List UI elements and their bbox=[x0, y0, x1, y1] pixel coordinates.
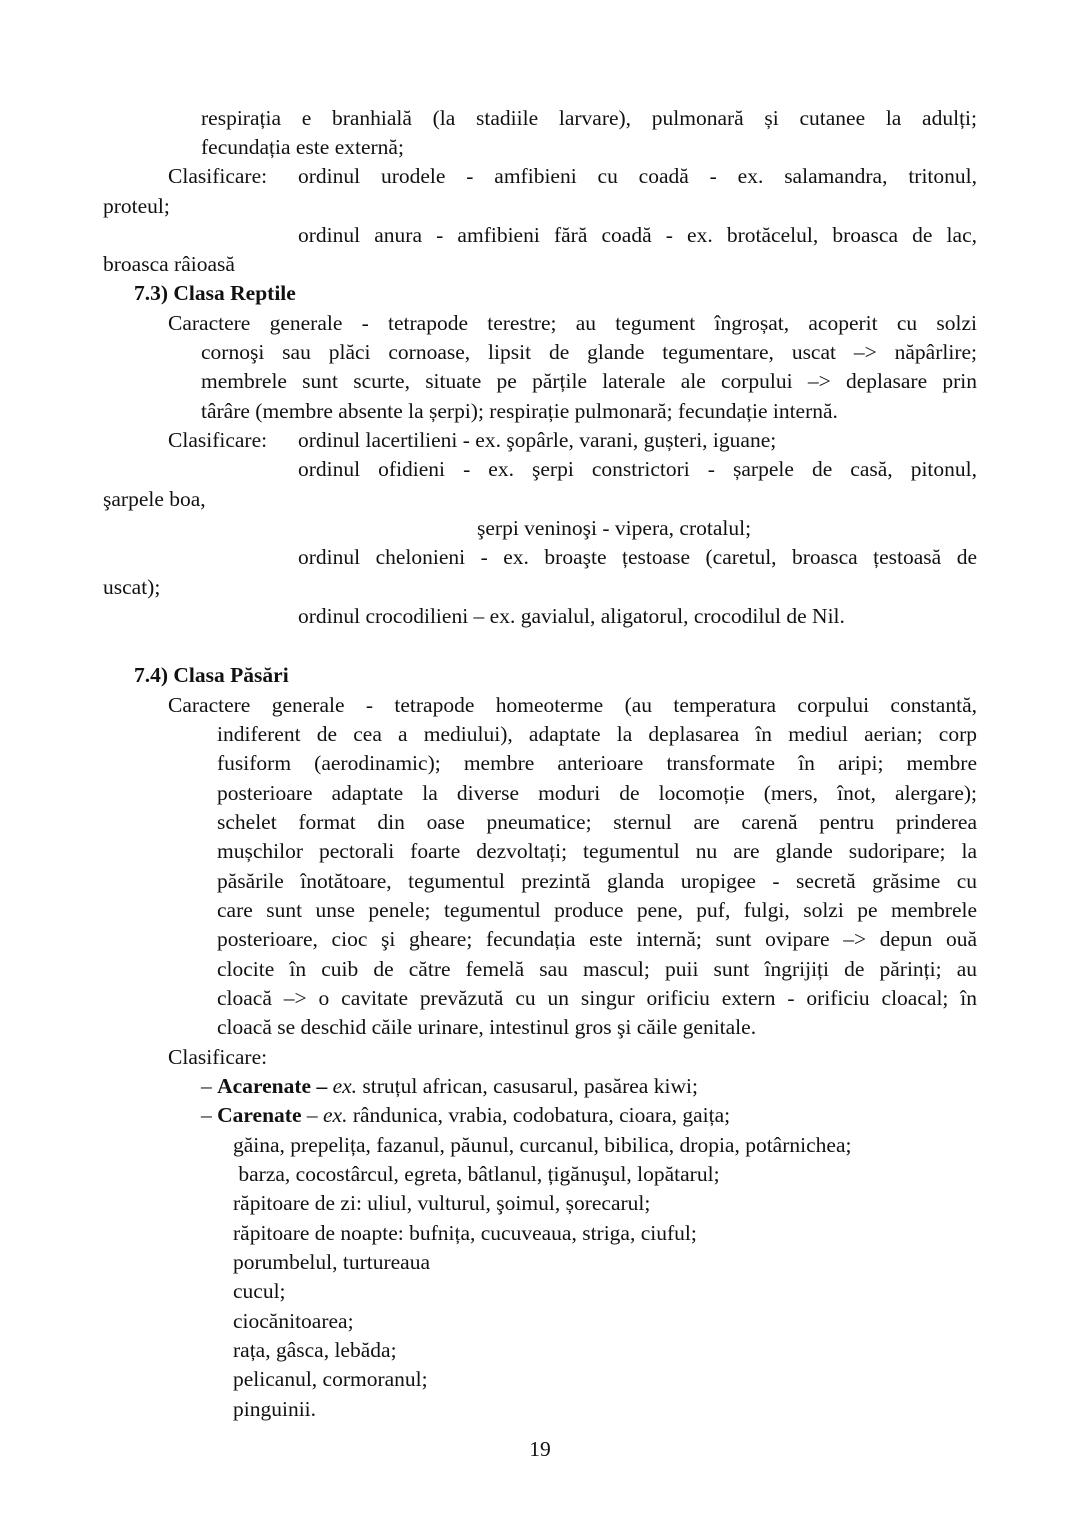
bird-general-line: păsările înotătoare, tegumentul prezintă glanda uropigee - secretă grăsime cu bbox=[217, 869, 977, 893]
carenate-item: găina, prepelița, fazanul, păunul, curcanul, bibilica, dropia, potârnichea; bbox=[233, 1133, 852, 1157]
carenate-item: porumbelul, turtureaua bbox=[233, 1250, 431, 1274]
acarenate-ex: ex. bbox=[332, 1074, 358, 1098]
order-ofidieni-continuation: şarpele boa, bbox=[103, 487, 206, 511]
carenate-item: rața, gâsca, lebăda; bbox=[233, 1338, 397, 1362]
bird-general-line: Caractere generale - tetrapode homeoterme (au temperatura corpului constantă, bbox=[168, 693, 977, 717]
bird-general-line: care sunt unse penele; tegumentul produce pene, puf, fulgi, solzi pe membrele bbox=[217, 898, 977, 922]
group-acarenate bbox=[201, 1072, 698, 1101]
reptile-general-line-3: membrele sunt scurte, situate pe părțile laterale ale corpului –> deplasare prin bbox=[201, 369, 977, 393]
bird-general-line: indiferent de cea a mediului), adaptate la deplasarea în mediul aerian; corp bbox=[217, 722, 977, 746]
acarenate-dash: – bbox=[201, 1074, 218, 1098]
bird-general-line: fusiform (aerodinamic); membre anterioare transformate în aripi; membre bbox=[217, 751, 977, 775]
order-ofidieni: ordinul ofidieni - ex. şerpi constrictori - șarpele de casă, pitonul, bbox=[298, 457, 977, 481]
reptile-general-line-4: târâre (membre absente la șerpi); respirație pulmonară; fecundație internă. bbox=[201, 399, 838, 423]
order-crocodilieni: ordinul crocodilieni – ex. gavialul, aligatorul, crocodilul de Nil. bbox=[298, 604, 845, 628]
order-urodele-continuation: proteul; bbox=[103, 194, 170, 218]
carenate-dash: – bbox=[201, 1103, 218, 1127]
order-lacertilieni: ordinul lacertilieni - ex. şopârle, varani, gușteri, iguane; bbox=[298, 428, 777, 452]
carenate-item: răpitoare de zi: uliul, vulturul, şoimul, șorecarul; bbox=[233, 1191, 651, 1215]
bird-general-line: posterioare, cioc şi gheare; fecundația este internă; sunt ovipare –> depun ouă bbox=[217, 927, 977, 951]
bird-general-line: cloacă –> o cavitate prevăzută cu un singur orificiu extern - orificiu cloacal; în bbox=[217, 986, 977, 1010]
carenate-item: pinguinii. bbox=[233, 1397, 317, 1421]
bird-general-line: schelet format din oase pneumatice; sternul are carenă pentru prinderea bbox=[217, 810, 977, 834]
bird-general-line: clocite în cuib de către femelă sau mascul; puii sunt îngrijiți de părinți; au bbox=[217, 957, 977, 981]
carenate-item: cucul; bbox=[233, 1279, 286, 1303]
carenate-separator: – bbox=[301, 1103, 324, 1127]
acarenate-list: struțul african, casusarul, pasărea kiwi; bbox=[357, 1074, 698, 1098]
bird-general-line: cloacă se deschid căile urinare, intestinul gros şi căile genitale. bbox=[217, 1015, 757, 1039]
amphibian-classification-label: Clasificare: bbox=[168, 164, 268, 188]
carenate-label: Carenate bbox=[217, 1103, 302, 1127]
carenate-item: barza, cocostârcul, egreta, bâtlanul, țigănuşul, lopătarul; bbox=[233, 1162, 720, 1186]
order-anura: ordinul anura - amfibieni fără coadă - ex. brotăcelul, broasca de lac, bbox=[298, 223, 977, 247]
amphibian-fertilization-line: fecundația este externă; bbox=[201, 135, 404, 159]
group-carenate bbox=[201, 1101, 730, 1130]
acarenate-separator: – bbox=[311, 1074, 333, 1098]
reptile-classification-label: Clasificare: bbox=[168, 428, 268, 452]
reptile-general-line-1: Caractere generale - tetrapode terestre; au tegument îngroșat, acoperit cu solzi bbox=[168, 311, 977, 335]
bird-classification-label: Clasificare: bbox=[168, 1045, 268, 1069]
carenate-item: pelicanul, cormoranul; bbox=[233, 1367, 428, 1391]
bird-general-line: posterioare adaptate la diverse moduri de locomoție (mers, înot, alergare); bbox=[217, 781, 977, 805]
bird-general-line: mușchilor pectorali foarte dezvoltați; tegumentul nu are glande sudoripare; la bbox=[217, 839, 977, 863]
carenate-item: ciocănitoarea; bbox=[233, 1309, 354, 1333]
venomous-snakes: şerpi veninoşi - vipera, crotalul; bbox=[477, 516, 752, 540]
order-chelonieni: ordinul chelonieni - ex. broaşte țestoase (caretul, broasca țestoasă de bbox=[298, 545, 977, 569]
acarenate-label: Acarenate bbox=[217, 1074, 312, 1098]
amphibian-respiration-line: respirația e branhială (la stadiile larvare), pulmonară și cutanee la adulți; bbox=[201, 106, 977, 130]
reptile-general-line-2: cornoşi sau plăci cornoase, lipsit de glande tegumentare, uscat –> năpârlire; bbox=[201, 340, 977, 364]
order-chelonieni-continuation: uscat); bbox=[103, 575, 161, 599]
carenate-ex: ex. bbox=[323, 1103, 348, 1127]
section-heading-reptile: 7.3) Clasa Reptile bbox=[134, 281, 296, 305]
order-urodele: ordinul urodele - amfibieni cu coadă - ex. salamandra, tritonul, bbox=[298, 164, 977, 188]
page-number: 19 bbox=[529, 1437, 551, 1461]
carenate-item: răpitoare de noapte: bufnița, cucuveaua, striga, ciuful; bbox=[233, 1221, 697, 1245]
section-heading-pasari: 7.4) Clasa Păsări bbox=[134, 663, 289, 687]
carenate-list: rândunica, vrabia, codobatura, cioara, gaița; bbox=[347, 1103, 731, 1127]
order-anura-continuation: broasca râioasă bbox=[103, 252, 235, 276]
